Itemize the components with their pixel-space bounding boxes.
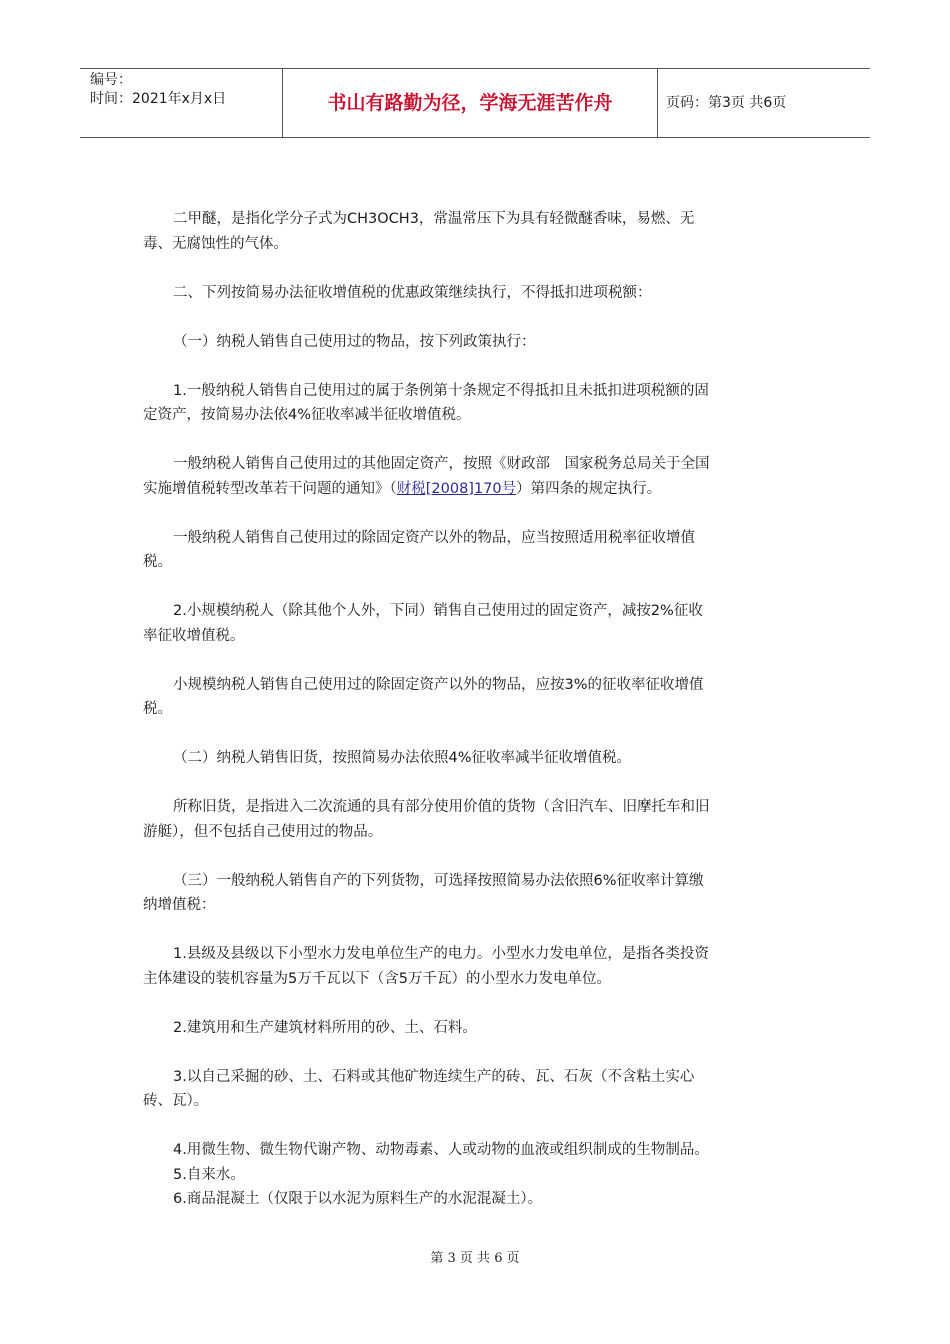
paragraph: 2.建筑用和生产建筑材料所用的砂、土、石料。 — [173, 1019, 477, 1036]
paragraph: 2.小规模纳税人（除其他个人外，下同）销售自己使用过的固定资产，减按2%征收 率征收增值税。 — [143, 603, 703, 644]
paragraph: （一）纳税人销售自己使用过的物品，按下列政策执行： — [173, 333, 536, 350]
paragraph: （二）纳税人销售旧货，按照简易办法依照4%征收率减半征收增值税。 — [173, 750, 632, 766]
paragraph: 小规模纳税人销售自己使用过的除固定资产以外的物品，应按3%的征收率征收增值 税。 — [143, 676, 704, 717]
paragraph: 所称旧货，是指进入二次流通的具有部分使用价值的货物（含旧汽车、旧摩托车和旧 游艇），但不包括自己使用过的物品。 — [143, 799, 710, 840]
page-info: 页码：第3页 共6页 — [666, 95, 787, 111]
paragraph: 4.用微生物、微生物代谢产物、动物毒素、人或动物的血液或组织制成的生物制品。 — [173, 1142, 709, 1158]
paragraph: 二甲醚，是指化学分子式为CH3OCH3，常温常压下为具有轻微醚香味，易燃、无 毒、无腐蚀性的气体。 — [143, 211, 695, 252]
document-number-label: 编号： — [90, 72, 132, 88]
document-body — [143, 207, 803, 1212]
paragraph: 二、下列按简易办法征收增值税的优惠政策继续执行，不得抵扣进项税额： — [173, 284, 652, 301]
paragraph: 一般纳税人销售自己使用过的除固定资产以外的物品，应当按照适用税率征收增值 税。 — [143, 529, 695, 570]
header-motto-cell — [283, 69, 658, 137]
paragraph: （三）一般纳税人销售自产的下列货物，可选择按照简易办法依照6%征收率计算缴 纳增值税： — [143, 872, 704, 913]
paragraph: 1.县级及县级以下小型水力发电单位生产的电力。小型水力发电单位，是指各类投资 主体建设的装机容量为5万千瓦以下（含5万千瓦）的小型水力发电单位。 — [143, 946, 709, 987]
regulation-link[interactable]: 财税[2008]170号 — [396, 480, 517, 497]
header-left-cell — [80, 69, 283, 137]
paragraph: 5.自来水。 — [173, 1166, 245, 1183]
page-header — [80, 68, 870, 138]
paragraph: 3.以自己采掘的砂、土、石料或其他矿物连续生产的砖、瓦、石灰（不含粘土实心 砖、瓦）。 — [143, 1068, 695, 1109]
header-page-cell — [658, 69, 870, 137]
page-footer: 第 3 页 共 6 页 — [430, 1251, 520, 1266]
paragraph: 6.商品混凝土（仅限于以水泥为原料生产的水泥混凝土）。 — [173, 1191, 543, 1207]
motto-text: 书山有路勤为径，学海无涯苦作舟 — [327, 92, 613, 114]
paragraph: 一般纳税人销售自己使用过的其他固定资产，按照《财政部 国家税务总局关于全国 实施增值税转型改革若干问题的通知》（财税[2008]170号）第四条的规定执行。 — [143, 456, 710, 497]
document-date: 时间：2021年x月x日 — [90, 91, 227, 107]
paragraph: 1.一般纳税人销售自己使用过的属于条例第十条规定不得抵扣且未抵扣进项税额的固 定资产，按简易办法依4%征收率减半征收增值税。 — [143, 382, 709, 423]
